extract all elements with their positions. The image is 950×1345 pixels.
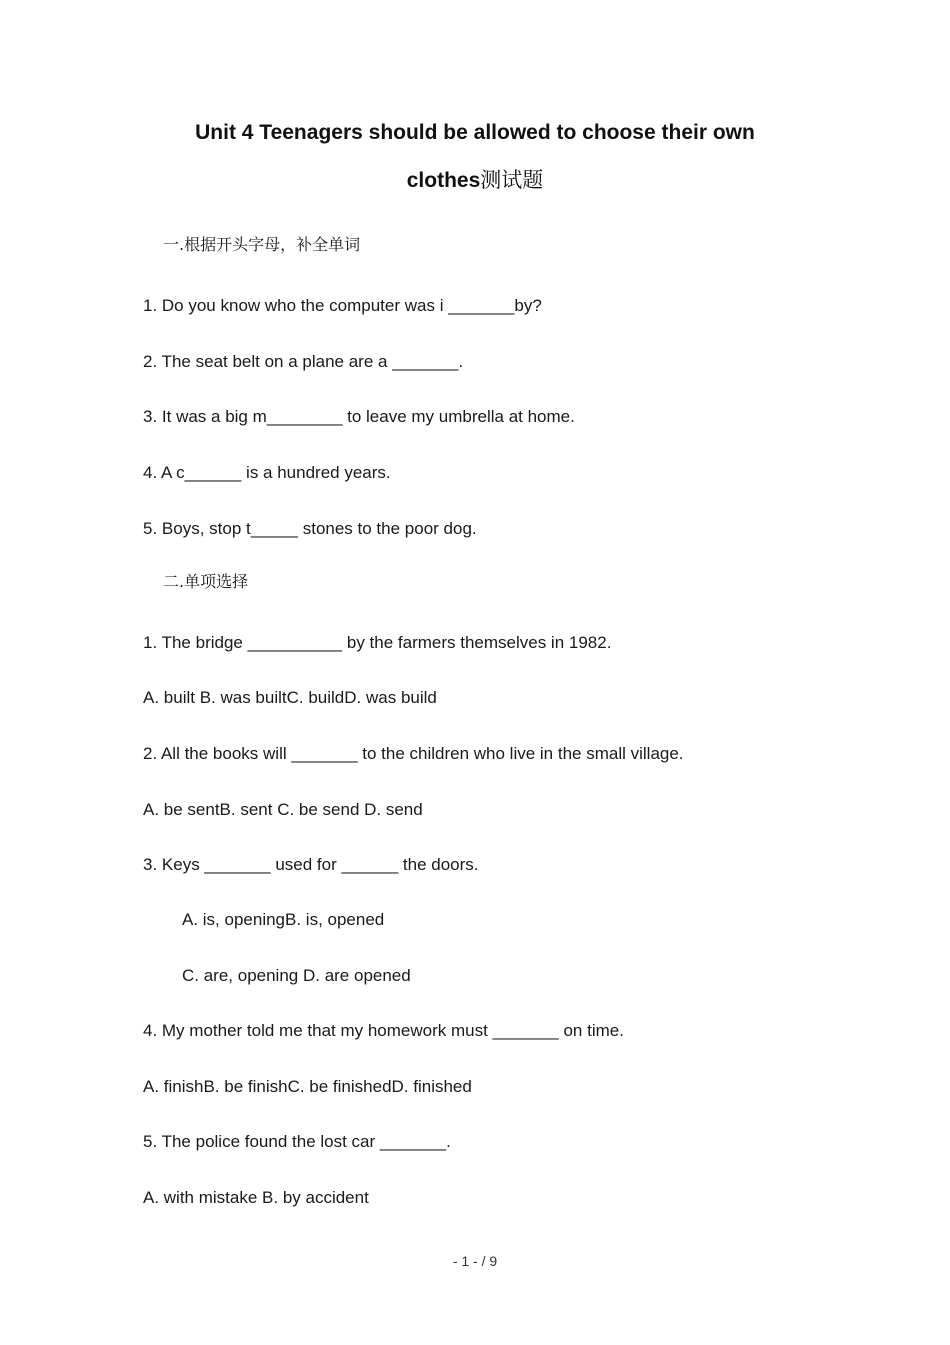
section-2-options-4: A. finishB. be finishC. be finishedD. finished <box>143 1077 472 1096</box>
title-text-chinese: 测试题 <box>480 168 544 192</box>
section-2-question-5: 5. The police found the lost car _______. <box>143 1132 451 1151</box>
section-2-question-2: 2. All the books will _______ to the children who live in the small village. <box>143 744 684 763</box>
section-2-options-1: A. built B. was builtC. buildD. was build <box>143 688 437 707</box>
document-title-line-1 <box>0 119 950 147</box>
section-1-question-5: 5. Boys, stop t_____ stones to the poor dog. <box>143 519 477 538</box>
section-1-heading: 一.根据开头字母，补全单词 <box>163 235 361 254</box>
page-number: - 1 - / 9 <box>452 1253 498 1269</box>
section-2-question-1: 1. The bridge __________ by the farmers themselves in 1982. <box>143 633 612 652</box>
title-text-english: clothes <box>406 169 481 192</box>
section-2-question-4: 4. My mother told me that my homework must _______ on time. <box>143 1021 624 1040</box>
section-1-question-4: 4. A c______ is a hundred years. <box>143 463 391 482</box>
section-2-options-5: A. with mistake B. by accident <box>143 1188 369 1207</box>
section-2-question-3: 3. Keys _______ used for ______ the doors. <box>143 855 479 874</box>
section-1-question-3: 3. It was a big m________ to leave my umbrella at home. <box>143 407 575 426</box>
title-text-line-1: Unit 4 Teenagers should be allowed to choose their own <box>195 121 755 144</box>
section-2-heading: 二.单项选择 <box>163 572 249 591</box>
section-2-options-2: A. be sentB. sent C. be send D. send <box>143 800 423 819</box>
section-1-question-2: 2. The seat belt on a plane are a _______. <box>143 352 464 371</box>
document-title-line-2 <box>0 166 950 195</box>
section-2-options-3b: C. are, opening D. are opened <box>182 966 411 985</box>
section-2-options-3a: A. is, openingB. is, opened <box>182 910 385 929</box>
section-1-question-1: 1. Do you know who the computer was i _______by? <box>143 296 542 315</box>
